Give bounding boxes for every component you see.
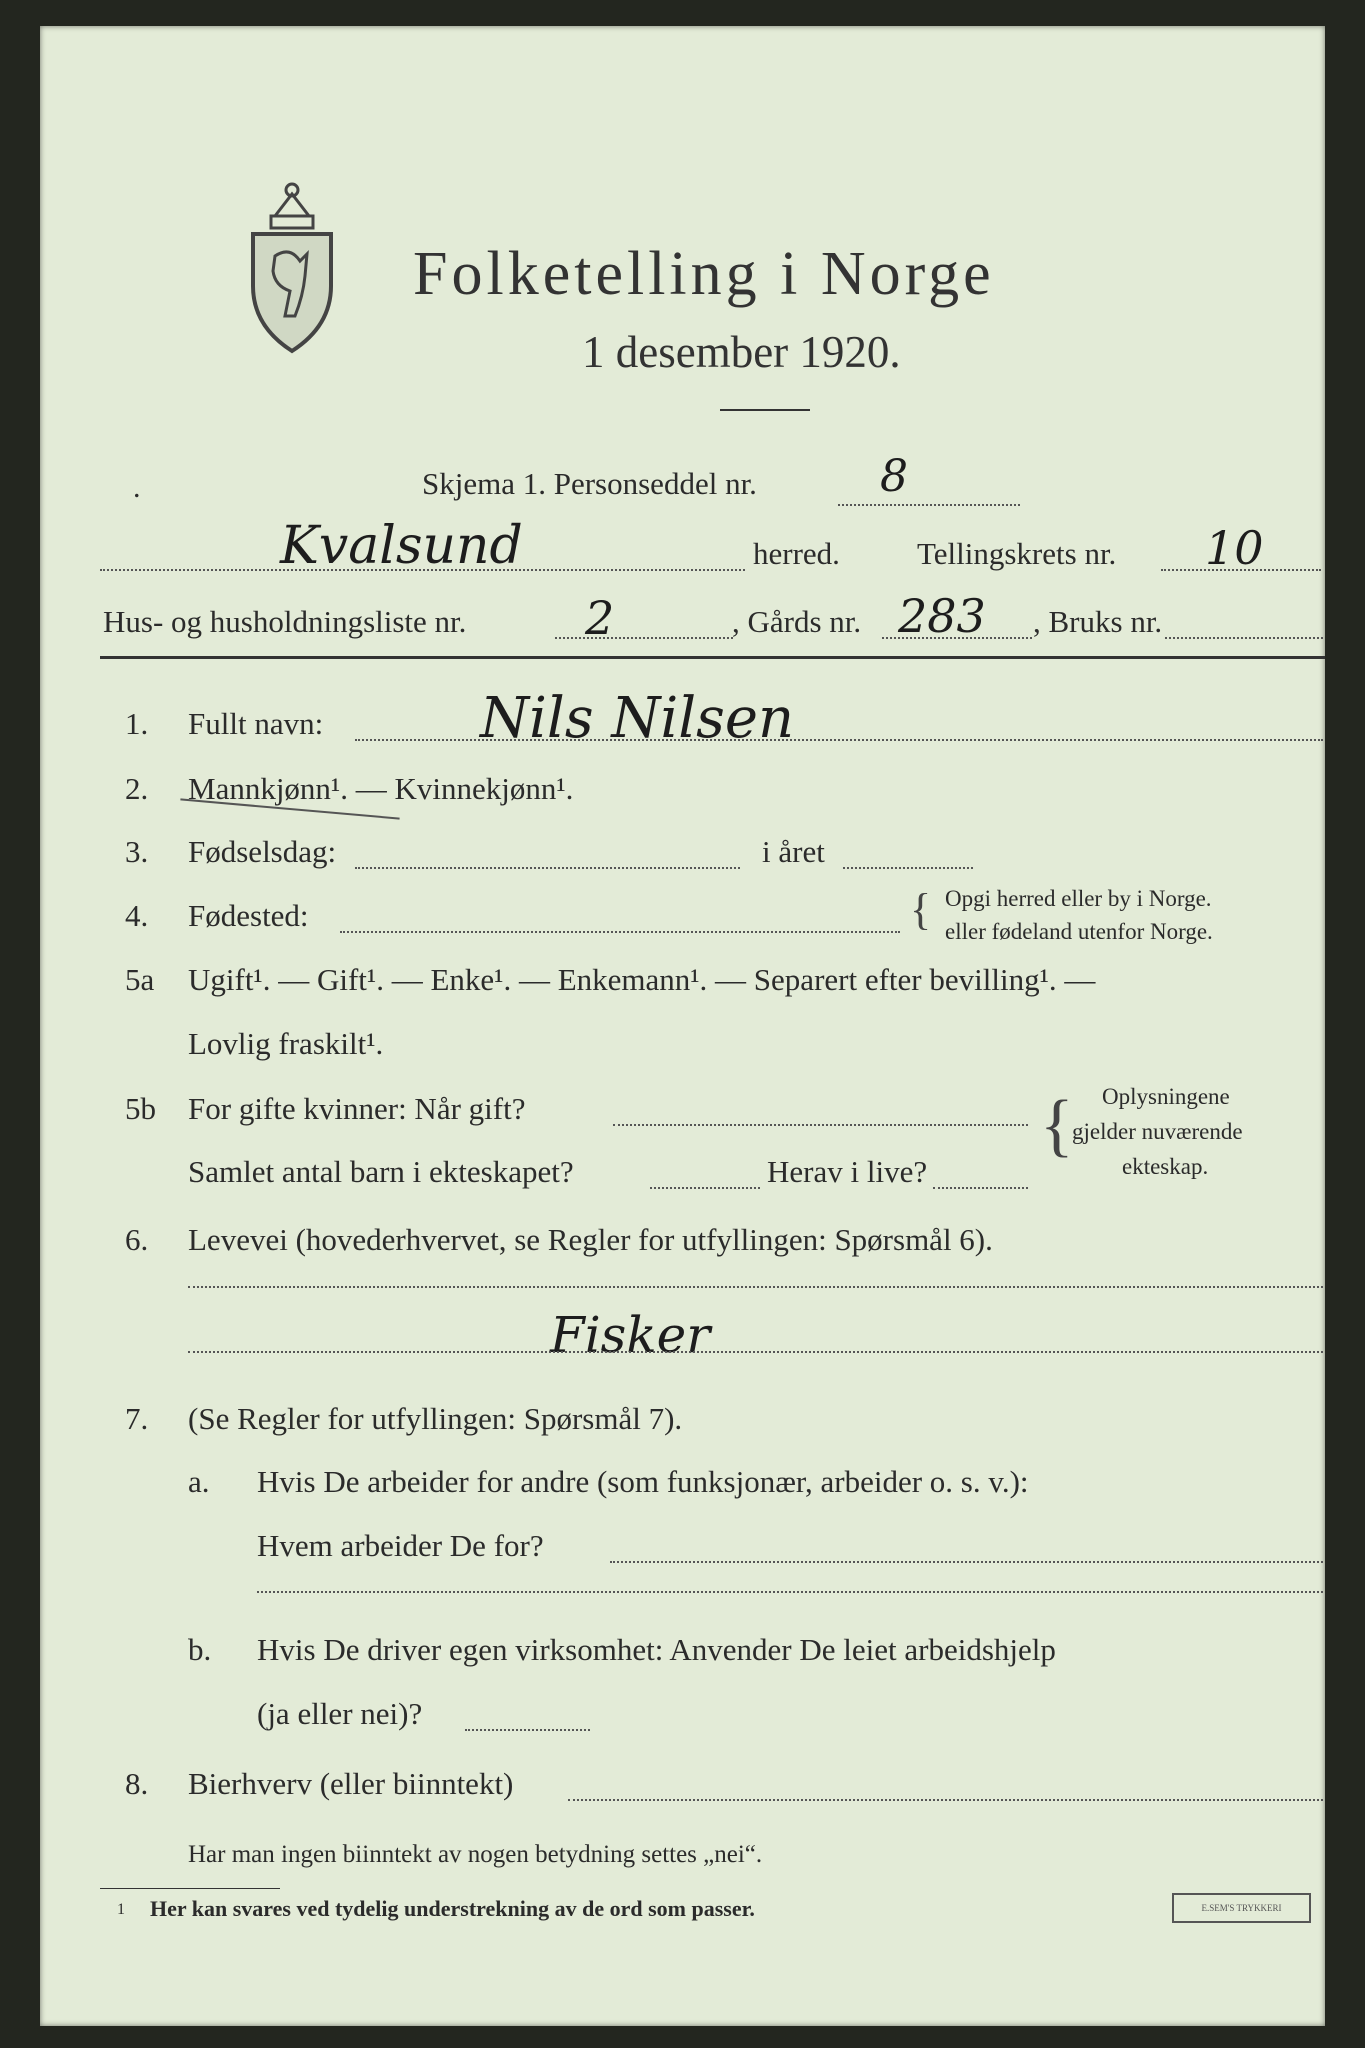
q5b-children-field [650, 1187, 760, 1189]
q4-field [340, 931, 900, 933]
q6-label: Levevei (hovederhvervet, se Regler for utfyllingen: Spørsmål 6). [188, 1222, 993, 1257]
footnote-text: Her kan svares ved tydelig understrekning av de ord som passer. [150, 1896, 755, 1921]
footnote-divider [100, 1888, 280, 1889]
gards-label: , Gårds nr. [732, 604, 862, 639]
q5b-number: 5b [125, 1091, 156, 1126]
q6-field-1 [188, 1286, 1323, 1288]
q2-number: 2. [125, 771, 149, 806]
hus-label: Hus- og husholdningsliste nr. [103, 604, 467, 639]
herred-label: herred. [753, 536, 840, 571]
q1-label: Fullt navn: [188, 706, 324, 741]
q5b-label-3: Herav i live? [767, 1154, 928, 1189]
q8-field [568, 1799, 1323, 1801]
q5b-brace: { [1040, 1087, 1074, 1164]
q4-note-2: eller fødeland utenfor Norge. [945, 919, 1213, 944]
herred-value: Kvalsund [280, 516, 523, 576]
q5b-label-2: Samlet antal barn i ekteskapet? [188, 1154, 574, 1189]
q7a-field-1 [610, 1561, 1323, 1563]
q7b-label: Hvis De driver egen virksomhet: Anvender De leiet arbeidshjelp [257, 1632, 1056, 1667]
q6-number: 6. [125, 1222, 149, 1257]
coat-of-arms-icon [245, 176, 340, 356]
q4-brace: { [910, 885, 932, 934]
q7b-field [465, 1729, 590, 1731]
q5b-alive-field [933, 1187, 1028, 1189]
q4-note-1: Opgi herred eller by i Norge. [945, 886, 1212, 911]
skjema-field [838, 504, 1020, 506]
q7a-field-2 [257, 1591, 1323, 1593]
census-form [40, 26, 1325, 2026]
q7a-label: Hvis De arbeider for andre (som funksjonær, arbeider o. s. v.): [257, 1464, 1029, 1499]
tellingskrets-value: 10 [1205, 521, 1264, 575]
q5a-label: Ugift¹. — Gift¹. — Enke¹. — Enkemann¹. — Separert efter bevilling¹. — [188, 962, 1096, 997]
bullet-mark: . [133, 471, 141, 504]
q7b-number: b. [188, 1632, 212, 1667]
q7a-number: a. [188, 1464, 210, 1499]
q5b-note-3: ekteskap. [1122, 1154, 1209, 1179]
bruks-field [1165, 637, 1323, 639]
q3-number: 3. [125, 834, 149, 869]
hus-value: 2 [585, 591, 615, 645]
q6-field-2 [188, 1351, 1323, 1353]
q3-field [355, 867, 740, 869]
section-divider [100, 656, 1325, 659]
q4-label: Fødested: [188, 898, 309, 933]
q7a-label-2: Hvem arbeider De for? [257, 1528, 544, 1563]
q5b-note-2: gjelder nuværende [1072, 1119, 1243, 1144]
q6-value: Fisker [550, 1306, 711, 1364]
q7b-label-2: (ja eller nei)? [257, 1696, 423, 1731]
skjema-value: 8 [880, 451, 908, 502]
q3-label: Fødselsdag: [188, 834, 337, 869]
q3-year-field [843, 867, 973, 869]
printer-stamp: E.SEM'S TRYKKERI [1172, 1893, 1311, 1923]
q4-number: 4. [125, 898, 149, 933]
q5b-label: For gifte kvinner: Når gift? [188, 1091, 526, 1126]
q2-label: Mannkjønn¹. — Kvinnekjønn¹. [188, 771, 574, 806]
q5a-label-2: Lovlig fraskilt¹. [188, 1026, 384, 1061]
hus-field [555, 637, 733, 639]
footnote-mark: 1 [117, 1901, 125, 1918]
q1-number: 1. [125, 706, 149, 741]
tellingskrets-label: Tellingskrets nr. [917, 536, 1117, 571]
q5b-married-field [613, 1124, 1028, 1126]
q8-number: 8. [125, 1766, 149, 1801]
q3-year-label: i året [762, 834, 825, 869]
q5b-note-1: Oplysningene [1102, 1084, 1230, 1109]
q8-note: Har man ingen biinntekt av nogen betydning settes „nei“. [188, 1841, 763, 1868]
q7-label: (Se Regler for utfyllingen: Spørsmål 7). [188, 1401, 683, 1436]
q7-number: 7. [125, 1401, 149, 1436]
form-date: 1 desember 1920. [582, 327, 901, 377]
skjema-label: Skjema 1. Personseddel nr. [422, 466, 757, 501]
q8-label: Bierhverv (eller biinntekt) [188, 1766, 514, 1801]
q1-value: Nils Nilsen [480, 686, 795, 751]
bruks-label: , Bruks nr. [1033, 604, 1163, 639]
q5a-number: 5a [125, 962, 155, 997]
title-divider [720, 409, 810, 411]
form-title: Folketelling i Norge [413, 240, 995, 308]
gards-value: 283 [898, 589, 986, 643]
